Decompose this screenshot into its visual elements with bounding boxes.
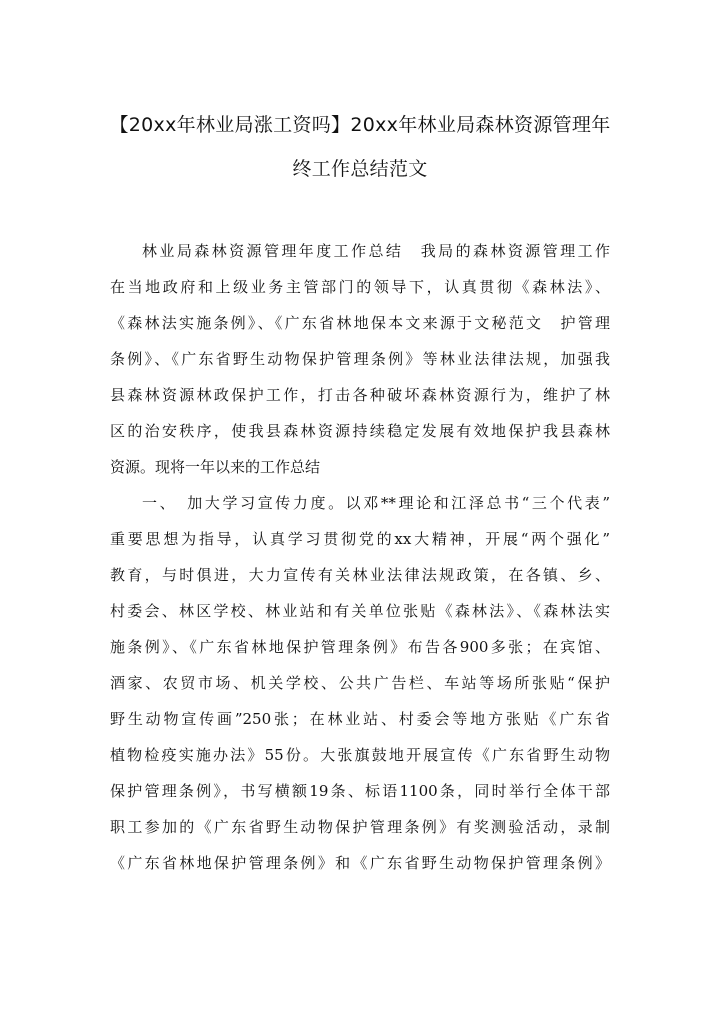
text-line: 职工参加的《广东省野生动物保护管理条例》有奖测验活动，录制 (110, 818, 610, 836)
text-line: 酒家、农贸市场、机关学校、公共广告栏、车站等场所张贴“保护 (110, 674, 610, 692)
text-line: 区的治安秩序，使我县森林资源持续稳定发展有效地保护我县森林 (110, 422, 610, 440)
text-line: 植物检疫实施办法》55份。大张旗鼓地开展宣传《广东省野生动物 (110, 746, 610, 764)
text-line: 在当地政府和上级业务主管部门的领导下，认真贯彻《森林法》、 (110, 278, 610, 296)
text-line: 施条例》、《广东省林地保护管理条例》布告各900多张；在宾馆、 (110, 638, 610, 656)
text-line: 保护管理条例》，书写横额19条、标语1100条，同时举行全体干部 (110, 782, 610, 800)
text-line: 重要思想为指导，认真学习贯彻党的xx大精神，开展“两个强化” (110, 530, 610, 548)
title-line-2: 终工作总结范文 (292, 158, 428, 180)
paragraph-section-1 (110, 485, 610, 881)
text-line: 林业局森林资源管理年度工作总结 我局的森林资源管理工作 (142, 242, 610, 260)
document-title (100, 103, 620, 191)
document-body (110, 233, 610, 881)
text-line: 《森林法实施条例》、《广东省林地保本文来源于文秘范文 护管理 (110, 314, 610, 332)
text-line: 《广东省林地保护管理条例》和《广东省野生动物保护管理条例》 (110, 854, 610, 872)
paragraph-intro (110, 233, 610, 485)
text-line: 县森林资源林政保护工作，打击各种破坏森林资源行为，维护了林 (110, 386, 610, 404)
text-line: 野生动物宣传画”250张；在林业站、村委会等地方张贴《广东省 (110, 710, 610, 728)
text-line: 教育，与时俱进，大力宣传有关林业法律法规政策，在各镇、乡、 (110, 566, 610, 584)
text-line: 一、 加大学习宣传力度。以邓**理论和江泽总书“三个代表” (142, 494, 610, 512)
title-line-1: 【20xx年林业局涨工资吗】20xx年林业局森林资源管理年 (109, 114, 611, 136)
text-line: 村委会、林区学校、林业站和有关单位张贴《森林法》、《森林法实 (110, 602, 610, 620)
text-line: 资源。现将一年以来的工作总结 (110, 458, 321, 476)
text-line: 条例》、《广东省野生动物保护管理条例》等林业法律法规，加强我 (110, 350, 610, 368)
